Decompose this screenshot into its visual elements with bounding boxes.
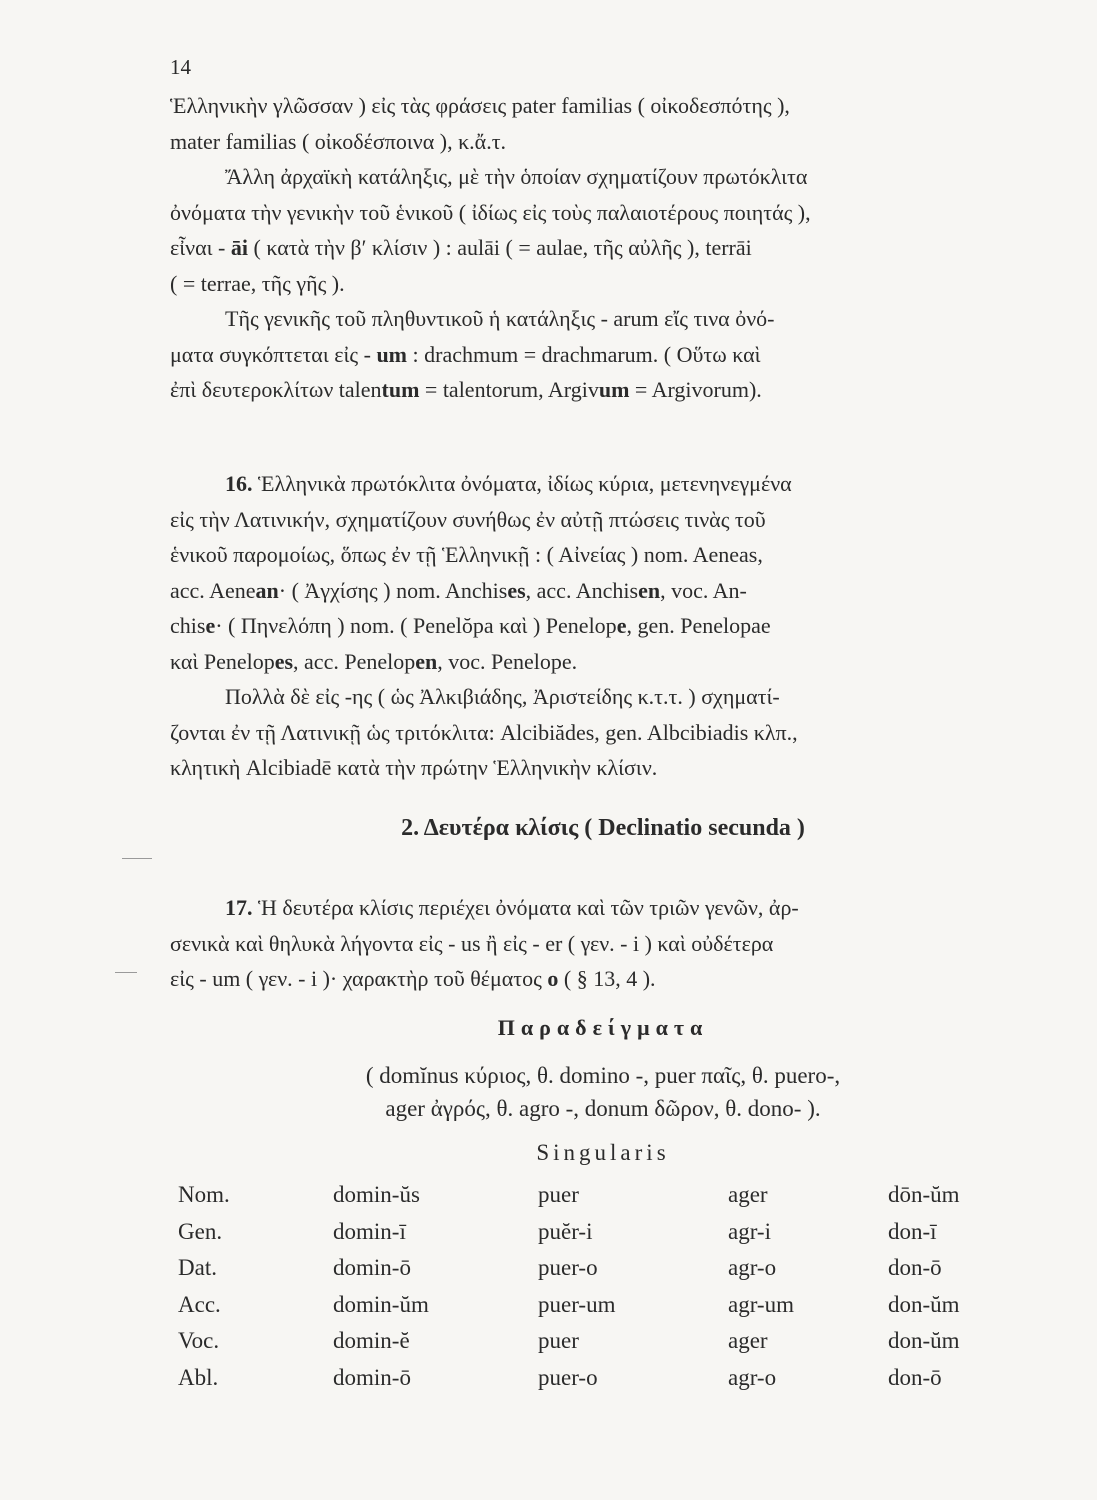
section16-line5-pre: chis [170,613,206,638]
section16-line6-bold1: es [274,648,294,674]
ager-form: agr-o [728,1364,777,1390]
para3-line3-bold2: um [598,377,630,402]
margin-pencil-mark-1 [122,858,152,859]
paradeigmata-heading: Παραδείγματα [497,1015,709,1040]
margin-pencil-mark-2 [115,972,137,973]
section16-line4-mid2: , acc. Anchis [525,577,639,603]
para3-line3-mid: = talentorum, Argiv [424,377,599,402]
page-number: 14 [170,55,191,79]
puer-form: puer [538,1182,579,1207]
para3-line2-post: : drachmum = drachmarum. ( Οὕτω καὶ [412,341,761,367]
dominus-form: domin-ī [333,1218,406,1244]
paragraph-2 [170,159,1036,301]
section17-line1: Ἡ δευτέρα κλίσις περιέχει ὀνόματα καὶ τῶν τριῶν γενῶν, ἀρ- [258,895,799,920]
para4-line3: κλητικὴ Alcibiadē κατὰ τὴν πρώτην Ἑλληνικὴν κλίσιν. [170,755,658,780]
para2-line3-pre: εἶναι - [170,235,226,260]
text-block-3 [170,890,1036,997]
donum-form: don-ŭm [888,1291,960,1317]
section16-line6-mid: , acc. Penelop [293,648,416,674]
para3-line2-bold: um [376,341,407,367]
section17-line2: σενικὰ καὶ θηλυκὰ λήγοντα εἰς - us ἢ εἰς - er ( γεν. - i ) καὶ οὐδέτερα [170,930,774,956]
section16-line4-bold1: an [255,577,279,603]
section17-line3-pre: εἰς - um ( γεν. - i )· χαρακτὴρ τοῦ θέματος [170,966,542,991]
examples-line-2: ager ἀγρός, θ. agro -, donum δῶρον, θ. dono- ). [385,1096,821,1121]
case-label: Voc. [178,1328,220,1354]
para1-line1: Ἑλληνικὴν γλῶσσαν ) εἰς τὰς φράσεις pater familias ( οἰκοδεσπότης ), [170,93,790,118]
section16-line1: Ἑλληνικὰ πρωτόκλιτα ὀνόματα, ἰδίως κύρια, μετενηνεγμένα [258,471,792,496]
section-2-title-greek: 2. Δευτέρα κλίσις [401,815,579,841]
section16-line6-post: , voc. Penelope. [437,648,578,674]
section-16 [170,466,1036,679]
section16-line4-bold2: es [507,577,526,603]
donum-form: don-ō [888,1364,942,1390]
dominus-form: domin-ĕ [333,1328,410,1354]
donum-form: don-ŭm [888,1328,960,1354]
dominus-form: domin-ŭs [333,1182,420,1207]
section-17 [170,890,1036,997]
donum-form: don-ī [888,1218,937,1244]
section17-line3-bold: o [547,966,559,991]
puer-form: puer-o [538,1364,598,1390]
section16-line5-mid: · ( Πηνελόπη ) nom. ( Penelŏpa καὶ ) Penelop [215,613,617,638]
para3-line1: Τῆς γενικῆς τοῦ πληθυντικοῦ ἡ κατάληξις - arum εἴς τινα ὀνό- [225,306,775,331]
section-16-number: 16. [225,471,253,496]
para2-line2: ὀνόματα τὴν γενικὴν τοῦ ἑνικοῦ ( ἰδίως εἰς τοὺς παλαιοτέρους ποιητάς ), [170,199,811,225]
donum-form: dōn-ŭm [888,1182,960,1207]
singularis-heading: Singularis [536,1140,670,1165]
donum-form: don-ō [888,1255,942,1281]
para3-line3-pre: ἐπὶ δευτεροκλίτων talen [170,377,382,402]
ager-form: ager [728,1182,768,1207]
section16-line5-bold1: e [205,613,216,638]
para4-line2: ζονται ἐν τῇ Λατινικῇ ὡς τριτόκλιτα: Alcibiădes, gen. Albcibiadis κλπ., [170,719,798,745]
dominus-form: domin-ŭm [333,1291,429,1317]
section16-line4-mid1: · ( Ἀγχίσης ) nom. Anchis [278,577,508,603]
para2-line3-bold: āi [230,235,249,260]
section-17-number: 17. [225,895,253,920]
para3-line2-pre: ματα συγκόπτεται εἰς - [170,341,371,367]
text-block-1 [170,88,1036,408]
examples-line-1: ( domĭnus κύριος, θ. domino -, puer παῖς, θ. puero-, [365,1063,841,1088]
section16-line3: ἑνικοῦ παρομοίως, ὅπως ἐν τῇ Ἑλληνικῇ : ( Αἰνείας ) nom. Aeneas, [170,542,763,567]
puer-form: puer-um [538,1291,616,1317]
section16-line5-post: , gen. Penelopae [626,613,771,638]
case-label: Nom. [178,1182,230,1207]
puer-form: puer-o [538,1255,598,1281]
para1-line2: mater familias ( οἰκοδέσποινα ), κ.ἄ.τ. [170,128,507,154]
para4-line1: Πολλὰ δὲ εἰς -ης ( ὡς Ἀλκιβιάδης, Ἀριστείδης κ.τ.τ. ) σχηματί- [225,684,780,709]
case-label: Dat. [178,1255,217,1281]
section16-line5-bold2: e [616,613,627,638]
paragraph-1 [170,88,1036,159]
puer-form: puer [538,1328,579,1354]
section-2-title [170,815,1036,842]
case-label: Abl. [178,1364,219,1390]
paragraph-3 [170,301,1036,408]
text-block-2 [170,466,1036,786]
ager-form: ager [728,1328,768,1354]
section17-line3-post: ( § 13, 4 ). [563,966,656,991]
case-label: Gen. [178,1218,223,1244]
section-2-title-latin: ( Declinatio secunda ) [584,815,805,841]
para3-line3-bold1: tum [381,377,420,402]
case-label: Acc. [178,1291,221,1317]
dominus-form: domin-ō [333,1255,411,1281]
ager-form: agr-o [728,1255,777,1281]
para2-line1: Ἄλλη ἀρχαϊκὴ κατάληξις, μὲ τὴν ὁποίαν σχηματίζουν πρωτόκλιτα [225,164,808,189]
section16-line4-post: , voc. An- [660,577,747,603]
puer-form: puĕr-i [538,1218,593,1244]
section16-line6-pre: καὶ Penelop [170,648,275,674]
dominus-form: domin-ō [333,1364,411,1390]
para2-line3-post: ( κατὰ τὴν β′ κλίσιν ) : aulāi ( = aulae, τῆς αὐλῆς ), terrāi [253,235,752,260]
section16-line2: εἰς τὴν Λατινικήν, σχηματίζουν συνήθως ἐν αὐτῇ πτώσεις τινὰς τοῦ [170,506,766,532]
para3-line3-post: = Argivorum). [634,377,762,402]
paragraph-4 [170,679,1036,786]
ager-form: agr-i [728,1218,771,1244]
section16-line4-bold3: en [638,577,661,603]
section16-line6-bold2: en [415,648,438,674]
section16-line4-pre: acc. Aene [170,577,256,603]
para2-line4: ( = terrae, τῆς γῆς ). [170,270,345,296]
ager-form: agr-um [728,1291,794,1317]
